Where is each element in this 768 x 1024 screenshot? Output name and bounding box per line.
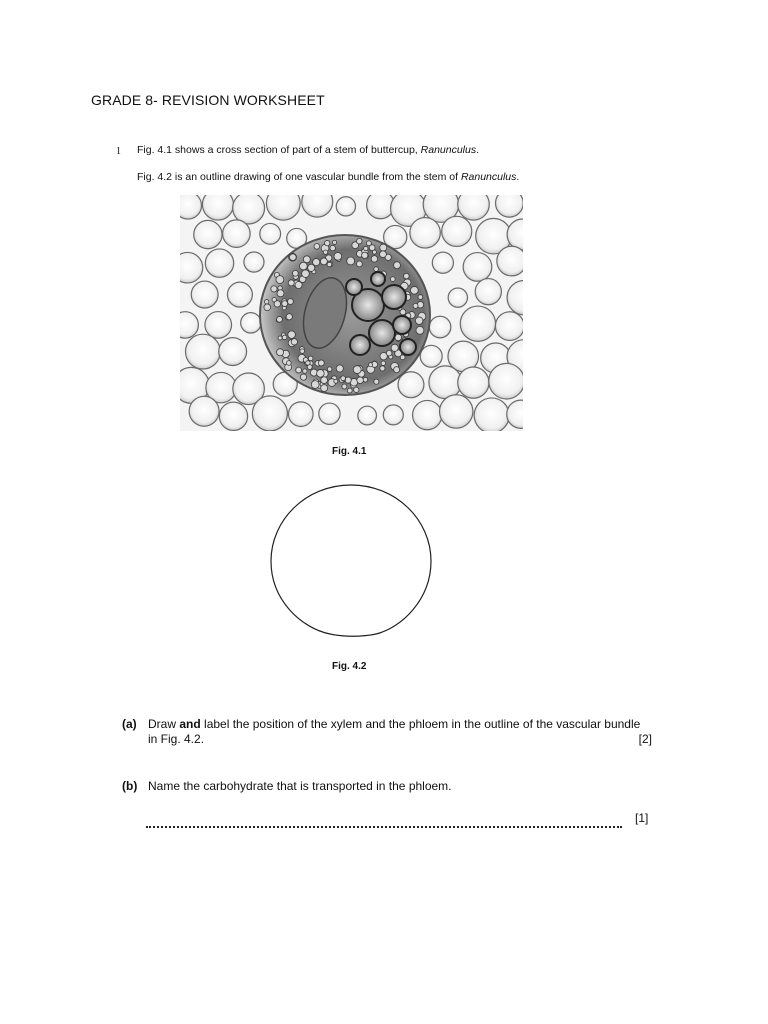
- stem-cross-section-photo: [180, 195, 523, 431]
- intro-2-end: .: [516, 171, 520, 183]
- cell-micrograph-illustration: [180, 195, 523, 431]
- question-intro-line-2: [137, 171, 519, 183]
- intro-2-species: Ranunculus: [460, 171, 517, 183]
- part-a-label: (a): [122, 717, 137, 731]
- worksheet-title: GRADE 8- REVISION WORKSHEET: [91, 92, 325, 108]
- part-a-text-2: label the position of the xylem and the phloem in the outline of the vascular bundle in Fig. 4.2.: [148, 717, 641, 746]
- question-number: 1: [116, 146, 121, 157]
- question-part-a: [122, 717, 652, 747]
- intro-1-text: Fig. 4.1 shows a cross section of part of a stem of buttercup,: [137, 144, 421, 156]
- part-a-marks: [2]: [638, 732, 652, 746]
- answer-line[interactable]: [146, 824, 622, 828]
- part-a-text-1: Draw: [148, 717, 180, 731]
- part-b-marks: [1]: [635, 811, 649, 825]
- intro-2-text: Fig. 4.2 is an outline drawing of one vascular bundle from the stem of: [137, 171, 461, 183]
- question-intro-line-1: [137, 144, 479, 156]
- part-a-text: [148, 717, 652, 747]
- figure-4-1-caption: Fig. 4.1: [332, 446, 367, 457]
- part-b-text: Name the carbohydrate that is transported in the phloem.: [148, 779, 452, 793]
- intro-1-species: Ranunculus: [420, 144, 477, 156]
- part-a-bold: and: [179, 717, 201, 731]
- intro-1-end: .: [476, 144, 480, 156]
- part-b-label: (b): [122, 779, 138, 793]
- question-part-b: [122, 779, 452, 793]
- figure-4-2-caption: Fig. 4.2: [332, 661, 367, 672]
- vascular-bundle-outline[interactable]: [268, 482, 434, 640]
